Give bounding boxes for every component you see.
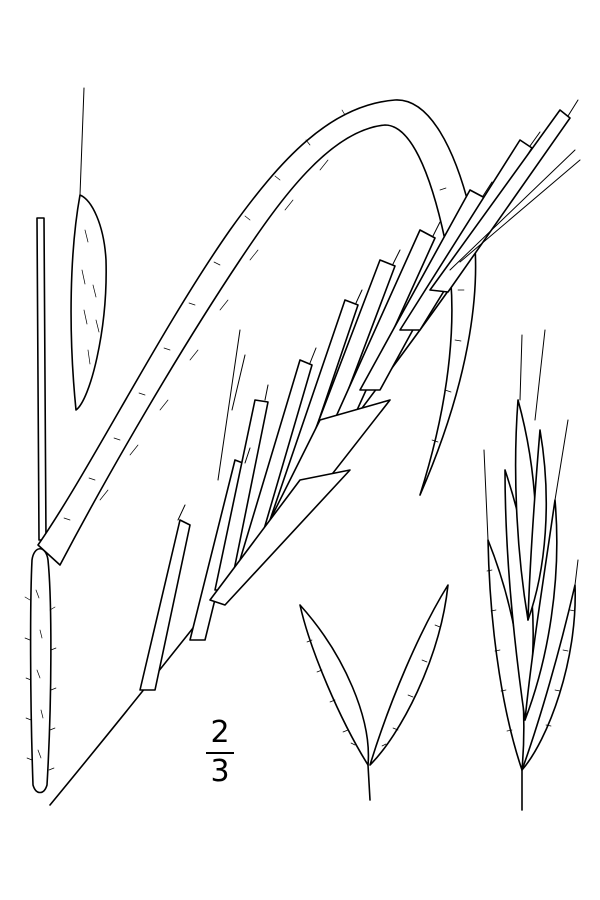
scale-numerator: 2: [210, 715, 230, 750]
glume-pair: [300, 585, 448, 800]
scale-denominator: 3: [210, 754, 230, 789]
stem-with-sheath: [25, 218, 56, 793]
awned-spikelet: [484, 330, 578, 810]
panicle: [50, 100, 580, 805]
detached-spikelet: [71, 88, 106, 410]
